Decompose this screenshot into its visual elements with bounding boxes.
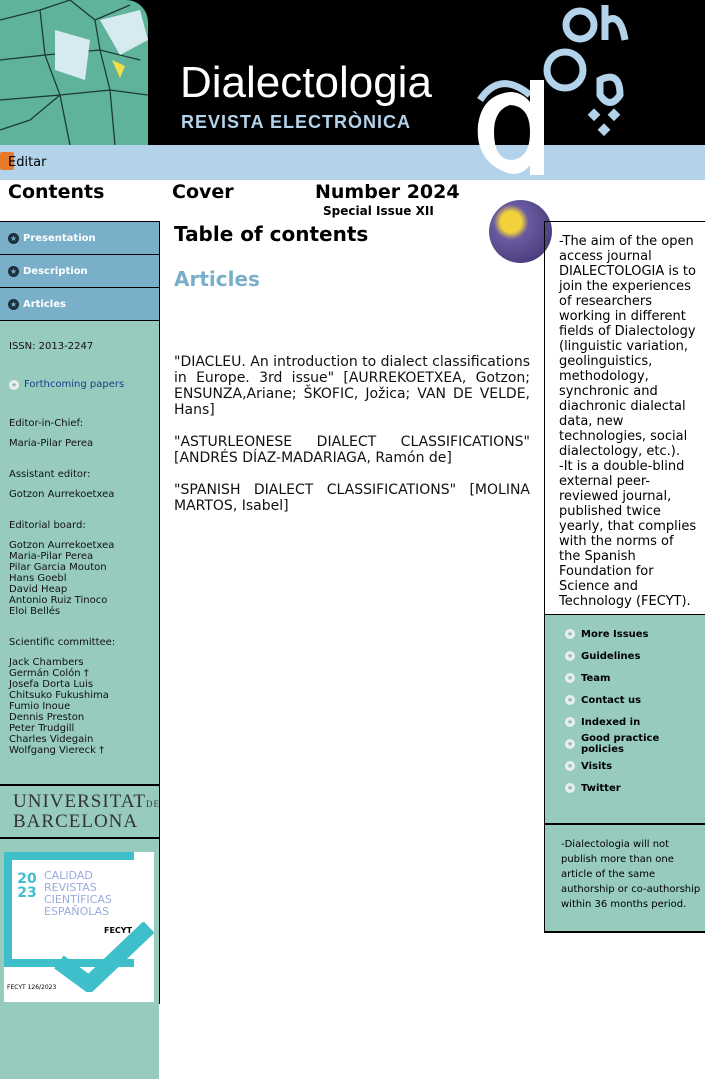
toc-heading: Table of contents [174, 222, 369, 246]
letters-decoration [470, 0, 660, 205]
board-member: David Heap [9, 584, 68, 595]
nav-label: Presentation [23, 232, 96, 244]
right-link-label: Indexed in [581, 716, 641, 728]
board-member: Pilar Garcia Mouton [9, 562, 107, 573]
right-link[interactable] [565, 755, 705, 777]
board-member: Eloi Bellés [9, 606, 61, 617]
journal-subtitle: REVISTA ELECTRÒNICA [181, 112, 412, 132]
board-member: Antonio Ruiz Tinoco [9, 595, 108, 606]
star-icon: ★ [566, 784, 574, 792]
board-member: Gotzon Aurrekoetxea [9, 540, 115, 551]
checkmark-icon [54, 922, 154, 992]
right-link[interactable] [565, 711, 705, 733]
star-icon: ★ [9, 266, 18, 276]
dialect-map-image [0, 0, 148, 145]
journal-title: Dialectologia [180, 58, 432, 107]
left-sidebar [0, 221, 160, 1004]
badge-text [44, 870, 112, 918]
star-icon: ★ [566, 740, 574, 748]
committee-member: Dennis Preston [9, 712, 85, 723]
committee-member: Peter Trudgill [9, 723, 75, 734]
committee-member: Chitsuko Fukushima [9, 690, 109, 701]
badge-cert: FECYT 126/2023 [7, 984, 57, 991]
main-content [174, 222, 530, 530]
authorship-note: -Dialectologia will not publish more than one article of the same authorship or co-authorship within 36 months period. [545, 823, 705, 933]
edit-label: Editar [8, 155, 47, 170]
edit-button[interactable] [0, 152, 47, 170]
committee-member: Germán Colón † [9, 668, 89, 679]
right-link-label: Good practice policies [580, 733, 660, 755]
right-link[interactable] [565, 645, 705, 667]
article-link[interactable]: "DIACLEU. An introduction to dialect classifications in Europe. 3rd issue" [AURREKOETXEA, Gotzon; ENSUNZA,Ariane; ŠKOFIC, Jožica; VAN DE VELDE, Hans] [174, 354, 530, 418]
aim-text: -The aim of the open access journal DIALECTOLOGIA is to join the experiences of researchers working in different fields of Dialectology (linguistic variation, geolinguistics, methodology, synchronic and diachronic dialectal data, new technologies, social dialectology, etc.). [559, 234, 696, 459]
right-link[interactable] [565, 733, 705, 755]
badge-line: REVISTAS [44, 881, 97, 894]
issn: ISSN: 2013-2247 [9, 341, 94, 352]
editor-chief: Maria-Pilar Perea [9, 438, 94, 449]
special-issue: Special Issue XII [323, 204, 434, 218]
star-icon: ★ [566, 652, 574, 660]
star-icon: ★ [566, 718, 574, 726]
right-link-label: Twitter [581, 782, 621, 794]
right-link-label: Guidelines [581, 650, 641, 662]
articles-heading: Articles [174, 267, 260, 291]
nav-label: Articles [23, 298, 66, 310]
badge-line: ESPAÑOLAS [44, 905, 110, 918]
star-icon: ★ [566, 762, 574, 770]
journal-info-panel [0, 320, 159, 784]
board-member: Maria-Pilar Perea [9, 551, 94, 562]
board-label: Editorial board: [9, 520, 86, 531]
star-icon: ★ [9, 299, 18, 309]
article-list [174, 354, 530, 514]
committee-list [9, 657, 159, 756]
star-icon: ★ [9, 233, 18, 243]
forthcoming-link[interactable] [9, 379, 159, 390]
right-link[interactable] [565, 689, 705, 711]
forthcoming-label: Forthcoming papers [24, 379, 125, 390]
assistant-label: Assistant editor: [9, 469, 91, 480]
right-link[interactable] [565, 667, 705, 689]
right-link-label: More Issues [581, 628, 649, 640]
right-link[interactable] [565, 777, 705, 799]
right-links [545, 614, 705, 823]
star-icon: ★ [566, 696, 574, 704]
right-sidebar [544, 221, 705, 933]
badge-line: CIENTÍFICAS [44, 893, 112, 906]
nav-label: Description [23, 265, 88, 277]
board-member: Hans Goebl [9, 573, 67, 584]
committee-label: Scientific committee: [9, 637, 116, 648]
article-link[interactable]: "ASTURLEONESE DIALECT CLASSIFICATIONS" [ANDRÉS DÍAZ-MADARIAGA, Ramón de] [174, 434, 530, 466]
review-text: -It is a double-blind external peer-reviewed journal, published twice yearly, that complies with the norms of the Spanish Foundation for Science and Technology (FECYT). [559, 459, 697, 609]
issue-number: Number 2024 [315, 181, 460, 203]
nav-articles[interactable] [0, 287, 159, 320]
ub-logo-text: UNIVERSITATDE BARCELONA [13, 790, 160, 832]
committee-member: Fumio Inoue [9, 701, 71, 712]
committee-member: Jack Chambers [9, 657, 84, 668]
right-link-label: Contact us [581, 694, 642, 706]
committee-member: Josefa Dorta Luis [9, 679, 94, 690]
right-link[interactable] [565, 623, 705, 645]
right-link-label: Team [581, 672, 611, 684]
star-icon: ★ [566, 630, 574, 638]
ub-logo[interactable] [0, 784, 159, 839]
fecyt-quality-badge[interactable] [4, 852, 154, 1002]
assistant: Gotzon Aurrekoetxea [9, 489, 115, 500]
fecyt-logo: FECYT [104, 926, 133, 935]
editor-chief-label: Editor-in-Chief: [9, 418, 84, 429]
star-icon: ★ [10, 380, 18, 389]
star-icon: ★ [566, 674, 574, 682]
board-list [9, 540, 159, 617]
nav-description[interactable] [0, 254, 159, 287]
article-link[interactable]: "SPANISH DIALECT CLASSIFICATIONS" [MOLINA MARTOS, Isabel] [174, 482, 530, 514]
journal-aim [545, 222, 705, 614]
contents-heading: Contents [8, 181, 105, 203]
globe-icon [489, 200, 552, 263]
committee-member: Wolfgang Viereck † [9, 745, 105, 756]
badge-year: 2023 [17, 871, 37, 901]
badge-line: CALIDAD [44, 869, 93, 882]
right-link-label: Visits [581, 760, 613, 772]
committee-member: Charles Videgain [9, 734, 94, 745]
nav-presentation[interactable] [0, 221, 159, 254]
cover-link[interactable]: Cover [172, 181, 234, 203]
